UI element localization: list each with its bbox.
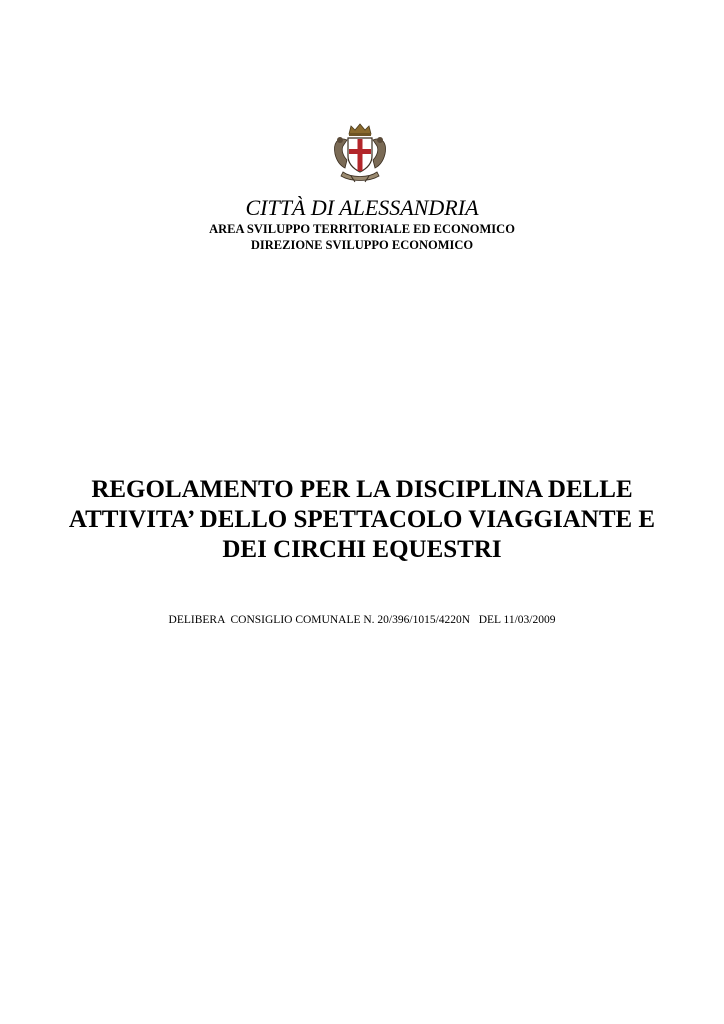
department-area: AREA SVILUPPO TERRITORIALE ED ECONOMICO [209, 222, 515, 236]
coat-of-arms-icon [327, 120, 393, 186]
title-line-1: REGOLAMENTO PER LA DISCIPLINA DELLE [91, 476, 633, 503]
deliberation-reference: DELIBERA CONSIGLIO COMUNALE N. 20/396/1015/4220N DEL 11/03/2009 [168, 614, 556, 626]
city-name: CITTÀ DI ALESSANDRIA [245, 195, 479, 220]
document-title [40, 475, 684, 565]
department-direction: DIREZIONE SVILUPPO ECONOMICO [250, 238, 474, 252]
title-line-3: DEI CIRCHI EQUESTRI [222, 536, 502, 563]
title-line-2: ATTIVITA’ DELLO SPETTACOLO VIAGGIANTE E [68, 506, 656, 533]
